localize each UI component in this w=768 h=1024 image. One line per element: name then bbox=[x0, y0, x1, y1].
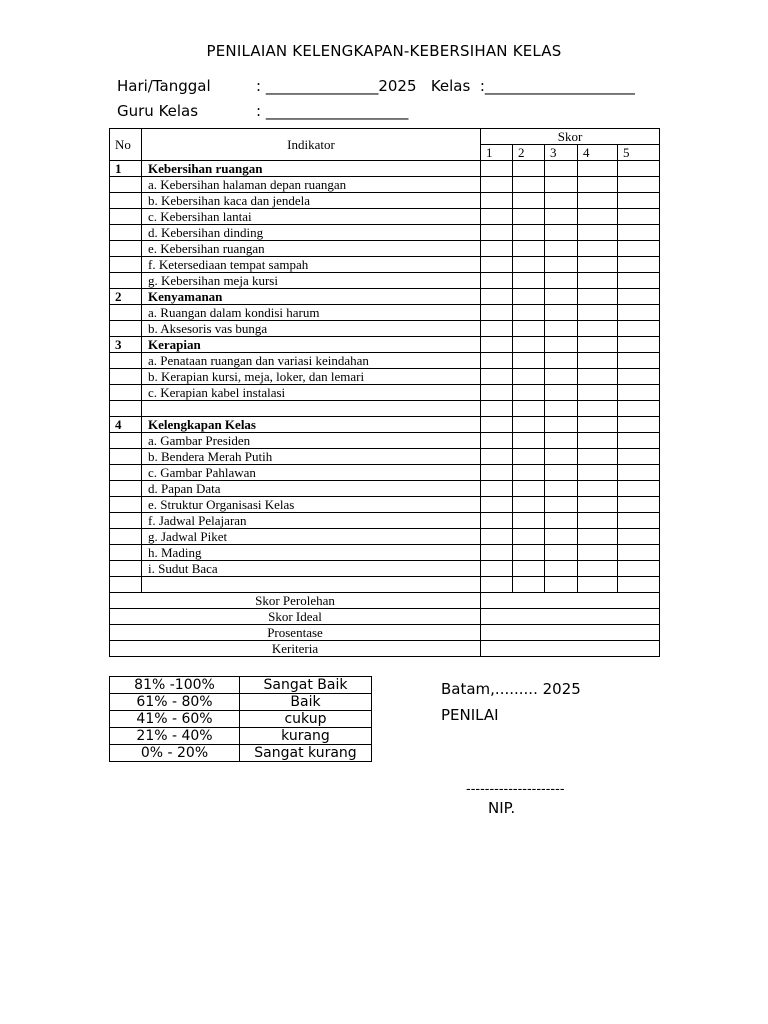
score-cell bbox=[578, 385, 618, 401]
criteria-label: kurang bbox=[240, 728, 372, 745]
summary-value bbox=[481, 609, 660, 625]
score-cell bbox=[578, 433, 618, 449]
score-cell bbox=[481, 353, 513, 369]
table-row bbox=[110, 289, 660, 305]
col-header-skor: Skor bbox=[481, 129, 660, 145]
score-cell bbox=[545, 385, 578, 401]
summary-value bbox=[481, 593, 660, 609]
indicator-item: c. Gambar Pahlawan bbox=[142, 465, 481, 481]
score-cell bbox=[545, 241, 578, 257]
row-number bbox=[110, 545, 142, 561]
table-row bbox=[110, 449, 660, 465]
score-cell bbox=[481, 545, 513, 561]
table-row bbox=[110, 225, 660, 241]
score-cell bbox=[545, 369, 578, 385]
score-cell bbox=[481, 513, 513, 529]
criteria-row bbox=[110, 694, 372, 711]
row-number bbox=[110, 209, 142, 225]
criteria-label: Sangat kurang bbox=[240, 745, 372, 762]
summary-label: Prosentase bbox=[110, 625, 481, 641]
summary-rows bbox=[110, 593, 660, 657]
indicator-item: g. Kebersihan meja kursi bbox=[142, 273, 481, 289]
signature-role: PENILAI bbox=[441, 706, 499, 724]
score-cell bbox=[513, 161, 545, 177]
table-row bbox=[110, 337, 660, 353]
score-cell bbox=[545, 337, 578, 353]
score-cell bbox=[513, 401, 545, 417]
score-cell bbox=[618, 513, 660, 529]
score-cell bbox=[578, 465, 618, 481]
score-cell bbox=[618, 433, 660, 449]
score-cell bbox=[545, 513, 578, 529]
row-number bbox=[110, 369, 142, 385]
score-cell bbox=[481, 177, 513, 193]
score-cell bbox=[481, 385, 513, 401]
score-cell bbox=[578, 305, 618, 321]
score-cell bbox=[513, 353, 545, 369]
score-cell bbox=[578, 577, 618, 593]
score-cell bbox=[481, 225, 513, 241]
score-cell bbox=[578, 225, 618, 241]
row-number bbox=[110, 529, 142, 545]
score-cell bbox=[578, 177, 618, 193]
score-cell bbox=[618, 257, 660, 273]
score-cell bbox=[481, 337, 513, 353]
score-cell bbox=[513, 513, 545, 529]
row-number bbox=[110, 225, 142, 241]
score-cell bbox=[545, 481, 578, 497]
criteria-row bbox=[110, 728, 372, 745]
guru-kelas-field: : ___________________ bbox=[256, 102, 409, 120]
score-cell bbox=[545, 209, 578, 225]
score-cell bbox=[578, 449, 618, 465]
summary-value bbox=[481, 625, 660, 641]
score-cell bbox=[618, 545, 660, 561]
score-cell bbox=[545, 577, 578, 593]
score-cell bbox=[578, 529, 618, 545]
skor-col-2: 2 bbox=[513, 145, 545, 161]
skor-col-4: 4 bbox=[578, 145, 618, 161]
score-cell bbox=[481, 497, 513, 513]
row-number bbox=[110, 561, 142, 577]
score-cell bbox=[578, 417, 618, 433]
score-cell bbox=[481, 321, 513, 337]
score-cell bbox=[513, 241, 545, 257]
indicator-item: h. Mading bbox=[142, 545, 481, 561]
score-cell bbox=[513, 561, 545, 577]
score-cell bbox=[578, 161, 618, 177]
score-cell bbox=[545, 497, 578, 513]
table-row bbox=[110, 209, 660, 225]
score-cell bbox=[578, 369, 618, 385]
score-cell bbox=[481, 561, 513, 577]
row-number bbox=[110, 241, 142, 257]
table-row bbox=[110, 481, 660, 497]
row-number bbox=[110, 401, 142, 417]
score-cell bbox=[618, 209, 660, 225]
summary-label: Skor Ideal bbox=[110, 609, 481, 625]
row-number bbox=[110, 177, 142, 193]
score-cell bbox=[578, 209, 618, 225]
score-cell bbox=[481, 289, 513, 305]
score-cell bbox=[578, 289, 618, 305]
score-cell bbox=[618, 241, 660, 257]
table-row bbox=[110, 273, 660, 289]
score-cell bbox=[578, 401, 618, 417]
indicator-item: f. Ketersediaan tempat sampah bbox=[142, 257, 481, 273]
score-cell bbox=[618, 177, 660, 193]
score-cell bbox=[545, 561, 578, 577]
score-cell bbox=[618, 273, 660, 289]
score-cell bbox=[618, 417, 660, 433]
score-cell bbox=[513, 529, 545, 545]
score-cell bbox=[545, 433, 578, 449]
table-row bbox=[110, 577, 660, 593]
table-row bbox=[110, 257, 660, 273]
score-cell bbox=[545, 289, 578, 305]
row-number bbox=[110, 321, 142, 337]
row-number bbox=[110, 353, 142, 369]
header-row-teacher bbox=[117, 102, 408, 120]
row-number bbox=[110, 513, 142, 529]
table-row bbox=[110, 385, 660, 401]
score-cell bbox=[578, 273, 618, 289]
criteria-row bbox=[110, 745, 372, 762]
row-number bbox=[110, 257, 142, 273]
row-number bbox=[110, 273, 142, 289]
score-cell bbox=[545, 417, 578, 433]
score-cell bbox=[578, 481, 618, 497]
signature-place-date: Batam,......... 2025 bbox=[441, 680, 581, 698]
score-cell bbox=[513, 209, 545, 225]
score-cell bbox=[513, 481, 545, 497]
row-number: 2 bbox=[110, 289, 142, 305]
col-header-indikator: Indikator bbox=[142, 129, 481, 161]
indicator-item: c. Kerapian kabel instalasi bbox=[142, 385, 481, 401]
score-cell bbox=[481, 529, 513, 545]
score-cell bbox=[481, 577, 513, 593]
score-cell bbox=[618, 353, 660, 369]
table-row bbox=[110, 401, 660, 417]
indicator-item: b. Kerapian kursi, meja, loker, dan lemari bbox=[142, 369, 481, 385]
score-cell bbox=[618, 321, 660, 337]
score-cell bbox=[513, 417, 545, 433]
score-cell bbox=[481, 193, 513, 209]
criteria-label: cukup bbox=[240, 711, 372, 728]
score-cell bbox=[618, 225, 660, 241]
table-row bbox=[110, 241, 660, 257]
summary-label: Skor Perolehan bbox=[110, 593, 481, 609]
signature-nip: NIP. bbox=[488, 799, 516, 817]
criteria-table bbox=[109, 676, 372, 762]
row-number bbox=[110, 497, 142, 513]
score-cell bbox=[545, 529, 578, 545]
row-number: 3 bbox=[110, 337, 142, 353]
hari-tanggal-label: Hari/Tanggal bbox=[117, 77, 211, 95]
indicator-item: g. Jadwal Piket bbox=[142, 529, 481, 545]
criteria-row bbox=[110, 711, 372, 728]
summary-row bbox=[110, 609, 660, 625]
score-cell bbox=[618, 385, 660, 401]
score-cell bbox=[618, 497, 660, 513]
summary-label: Keriteria bbox=[110, 641, 481, 657]
score-cell bbox=[545, 225, 578, 241]
score-cell bbox=[578, 497, 618, 513]
criteria-range: 21% - 40% bbox=[110, 728, 240, 745]
summary-row bbox=[110, 625, 660, 641]
score-cell bbox=[513, 433, 545, 449]
score-cell bbox=[618, 193, 660, 209]
score-cell bbox=[545, 257, 578, 273]
score-cell bbox=[545, 465, 578, 481]
table-row bbox=[110, 161, 660, 177]
row-number bbox=[110, 465, 142, 481]
skor-col-1: 1 bbox=[481, 145, 513, 161]
indicator-item: f. Jadwal Pelajaran bbox=[142, 513, 481, 529]
score-cell bbox=[513, 305, 545, 321]
score-cell bbox=[545, 545, 578, 561]
score-cell bbox=[618, 465, 660, 481]
score-cell bbox=[545, 273, 578, 289]
criteria-range: 0% - 20% bbox=[110, 745, 240, 762]
row-number bbox=[110, 385, 142, 401]
indicator-item: d. Kebersihan dinding bbox=[142, 225, 481, 241]
criteria-label: Sangat Baik bbox=[240, 677, 372, 694]
score-cell bbox=[513, 193, 545, 209]
score-cell bbox=[513, 449, 545, 465]
row-number: 4 bbox=[110, 417, 142, 433]
score-cell bbox=[481, 369, 513, 385]
table-row bbox=[110, 321, 660, 337]
score-cell bbox=[578, 257, 618, 273]
score-cell bbox=[481, 305, 513, 321]
table-row bbox=[110, 177, 660, 193]
score-cell bbox=[513, 577, 545, 593]
criteria-range: 81% -100% bbox=[110, 677, 240, 694]
score-cell bbox=[545, 321, 578, 337]
row-number bbox=[110, 449, 142, 465]
score-cell bbox=[618, 369, 660, 385]
score-cell bbox=[618, 289, 660, 305]
score-cell bbox=[545, 161, 578, 177]
score-cell bbox=[513, 385, 545, 401]
score-cell bbox=[513, 177, 545, 193]
score-cell bbox=[481, 257, 513, 273]
indicator-item: a. Penataan ruangan dan variasi keindahan bbox=[142, 353, 481, 369]
score-cell bbox=[545, 193, 578, 209]
table-row bbox=[110, 529, 660, 545]
score-cell bbox=[618, 401, 660, 417]
table-row bbox=[110, 561, 660, 577]
kelas-field: :____________________ bbox=[479, 77, 635, 95]
score-cell bbox=[618, 481, 660, 497]
criteria-range: 41% - 60% bbox=[110, 711, 240, 728]
col-header-no: No bbox=[110, 129, 142, 161]
document-title: PENILAIAN KELENGKAPAN-KEBERSIHAN KELAS bbox=[206, 42, 562, 60]
table-row bbox=[110, 433, 660, 449]
score-cell bbox=[481, 161, 513, 177]
score-cell bbox=[481, 273, 513, 289]
score-cell bbox=[481, 401, 513, 417]
score-cell bbox=[618, 529, 660, 545]
row-number bbox=[110, 193, 142, 209]
indicator-item: b. Kebersihan kaca dan jendela bbox=[142, 193, 481, 209]
score-cell bbox=[513, 257, 545, 273]
score-cell bbox=[513, 465, 545, 481]
score-cell bbox=[545, 305, 578, 321]
indicator-item: a. Gambar Presiden bbox=[142, 433, 481, 449]
skor-col-3: 3 bbox=[545, 145, 578, 161]
table-row bbox=[110, 497, 660, 513]
indicator-category: Kebersihan ruangan bbox=[142, 161, 481, 177]
indicator-item: c. Kebersihan lantai bbox=[142, 209, 481, 225]
score-cell bbox=[545, 449, 578, 465]
score-cell bbox=[481, 209, 513, 225]
score-cell bbox=[513, 273, 545, 289]
assessment-table bbox=[109, 128, 660, 657]
score-cell bbox=[481, 449, 513, 465]
score-cell bbox=[618, 577, 660, 593]
indicator-item: b. Bendera Merah Putih bbox=[142, 449, 481, 465]
indicator-item: e. Kebersihan ruangan bbox=[142, 241, 481, 257]
score-cell bbox=[545, 401, 578, 417]
table-row bbox=[110, 513, 660, 529]
hari-tanggal-field: : _______________2025 bbox=[256, 77, 417, 95]
indicator-item: a. Kebersihan halaman depan ruangan bbox=[142, 177, 481, 193]
guru-kelas-label: Guru Kelas bbox=[117, 102, 199, 120]
score-cell bbox=[578, 193, 618, 209]
table-row bbox=[110, 353, 660, 369]
indicator-item: e. Struktur Organisasi Kelas bbox=[142, 497, 481, 513]
score-cell bbox=[618, 161, 660, 177]
row-number bbox=[110, 577, 142, 593]
score-cell bbox=[578, 561, 618, 577]
score-cell bbox=[513, 545, 545, 561]
score-cell bbox=[618, 305, 660, 321]
indicator-category: Kerapian bbox=[142, 337, 481, 353]
score-cell bbox=[481, 241, 513, 257]
row-number bbox=[110, 305, 142, 321]
indicator-item: b. Aksesoris vas bunga bbox=[142, 321, 481, 337]
score-cell bbox=[513, 289, 545, 305]
score-cell bbox=[545, 177, 578, 193]
score-cell bbox=[578, 513, 618, 529]
table-row bbox=[110, 465, 660, 481]
score-cell bbox=[481, 433, 513, 449]
score-cell bbox=[618, 337, 660, 353]
signature-line: --------------------- bbox=[466, 782, 565, 797]
summary-value bbox=[481, 641, 660, 657]
score-cell bbox=[481, 481, 513, 497]
criteria-range: 61% - 80% bbox=[110, 694, 240, 711]
score-cell bbox=[481, 465, 513, 481]
table-row bbox=[110, 193, 660, 209]
summary-row bbox=[110, 593, 660, 609]
score-cell bbox=[481, 417, 513, 433]
score-cell bbox=[513, 321, 545, 337]
indicator-category: Kenyamanan bbox=[142, 289, 481, 305]
score-cell bbox=[578, 353, 618, 369]
summary-row bbox=[110, 641, 660, 657]
table-row bbox=[110, 369, 660, 385]
score-cell bbox=[578, 337, 618, 353]
indicator-item: i. Sudut Baca bbox=[142, 561, 481, 577]
row-number: 1 bbox=[110, 161, 142, 177]
score-cell bbox=[513, 369, 545, 385]
score-cell bbox=[618, 561, 660, 577]
indicator-item: a. Ruangan dalam kondisi harum bbox=[142, 305, 481, 321]
criteria-label: Baik bbox=[240, 694, 372, 711]
indicator-item bbox=[142, 401, 481, 417]
score-cell bbox=[513, 337, 545, 353]
indicator-category: Kelengkapan Kelas bbox=[142, 417, 481, 433]
table-row bbox=[110, 417, 660, 433]
score-cell bbox=[545, 353, 578, 369]
table-row bbox=[110, 545, 660, 561]
indicator-item: d. Papan Data bbox=[142, 481, 481, 497]
score-cell bbox=[578, 321, 618, 337]
skor-col-5: 5 bbox=[618, 145, 660, 161]
row-number bbox=[110, 433, 142, 449]
score-cell bbox=[618, 449, 660, 465]
kelas-label: Kelas bbox=[430, 77, 471, 95]
score-cell bbox=[578, 545, 618, 561]
score-cell bbox=[513, 497, 545, 513]
score-cell bbox=[513, 225, 545, 241]
indicator-rows bbox=[110, 161, 660, 593]
table-row bbox=[110, 305, 660, 321]
indicator-item bbox=[142, 577, 481, 593]
criteria-row bbox=[110, 677, 372, 694]
row-number bbox=[110, 481, 142, 497]
score-cell bbox=[578, 241, 618, 257]
header-row-date bbox=[117, 77, 635, 95]
